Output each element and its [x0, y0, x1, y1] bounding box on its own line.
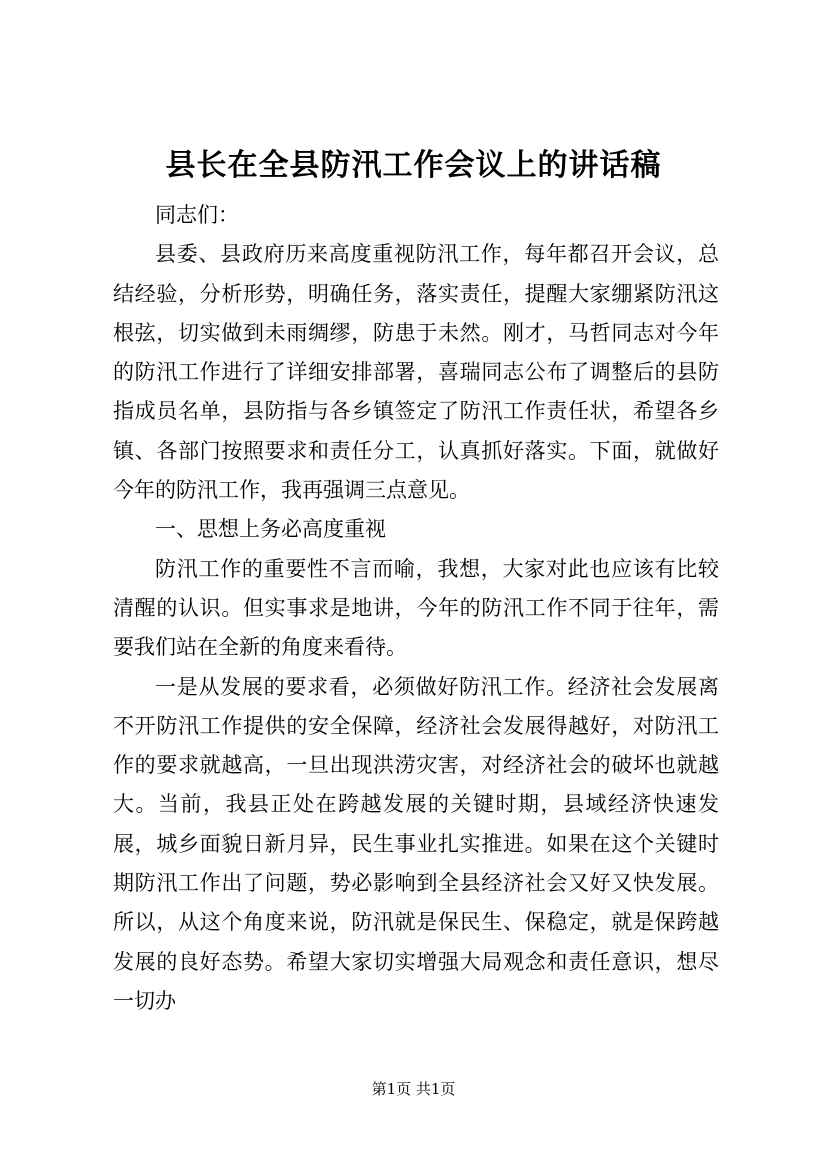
- paragraph: 县委、县政府历来高度重视防汛工作，每年都召开会议，总结经验，分析形势，明确任务，落实责任，提醒大家绷紧防汛这根弦，切实做到未雨绸缪，防患于未然。刚才，马哲同志对今年的防汛工作进行了详细安排部署，喜瑞同志公布了调整后的县防指成员名单，县防指与各乡镇签定了防汛工作责任状，希望各乡镇、各部门按照要求和责任分工，认真抓好落实。下面，就做好今年的防汛工作，我再强调三点意见。: [113, 242, 719, 503]
- page-footer: 第1页 共1页: [371, 1080, 456, 1098]
- document-title: 县长在全县防汛工作会议上的讲话稿: [165, 148, 662, 183]
- paragraph: 一是从发展的要求看，必须做好防汛工作。经济社会发展离不开防汛工作提供的安全保障，经济社会发展得越好，对防汛工作的要求就越高，一旦出现洪涝灾害，对经济社会的破坏也就越大。当前，我县正处在跨越发展的关键时期，县域经济快速发展，城乡面貌日新月异，民生事业扎实推进。如果在这个关键时期防汛工作出了问题，势必影响到全县经济社会又好又快发展。所以，从这个角度来说，防汛就是保民生、保稳定，就是保跨越发展的良好态势。希望大家切实增强大局观念和责任意识，想尽一切办: [113, 674, 719, 1013]
- section-heading: 一、思想上务必高度重视: [155, 517, 386, 542]
- paragraph: 防汛工作的重要性不言而喻，我想，大家对此也应该有比较清醒的认识。但实事求是地讲，今年的防汛工作不同于往年，需要我们站在全新的角度来看待。: [113, 556, 719, 660]
- salutation: 同志们：: [155, 203, 239, 227]
- document-body: [113, 196, 719, 1021]
